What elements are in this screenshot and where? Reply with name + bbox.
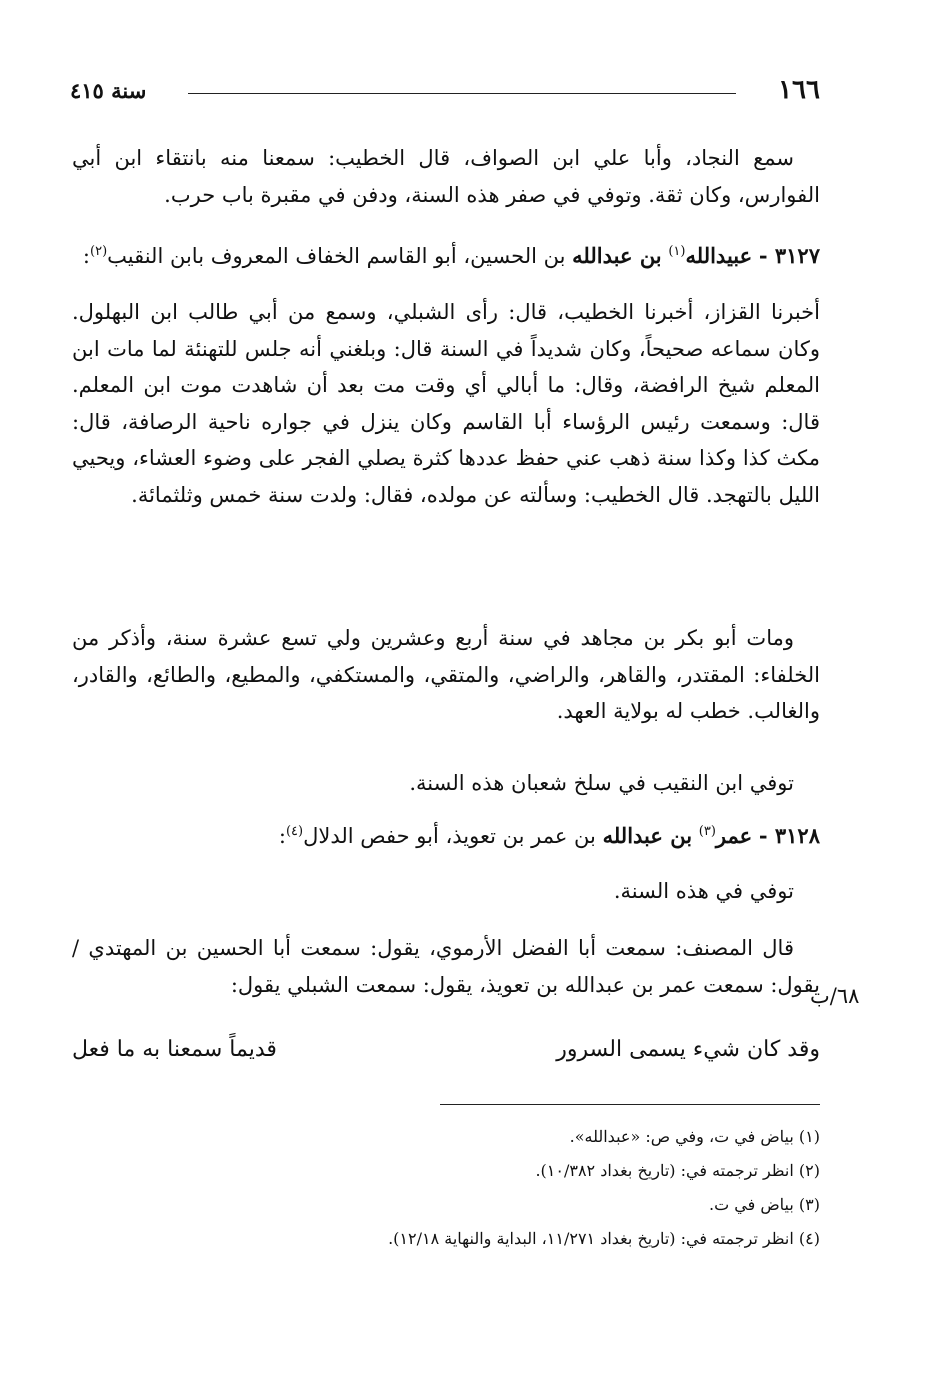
manuscript-folio-marker: ٦٨/ب: [810, 984, 860, 1008]
paragraph-4: [72, 765, 820, 802]
page-header: [70, 70, 820, 110]
entry-father-name: بن عبدالله: [602, 823, 693, 848]
footnote-ref[interactable]: (٣): [698, 824, 716, 839]
poetry-verse: [72, 1028, 820, 1072]
paragraph-text: توفي ابن النقيب في سلخ شعبان هذه السنة.: [409, 771, 794, 795]
verse-hemistich-2: قديماً سمعنا به ما فعل: [72, 1037, 277, 1062]
entry-number: ٣١٢٧ -: [758, 243, 820, 268]
entry-number: ٣١٢٨ -: [758, 823, 820, 848]
paragraph-1: [72, 140, 820, 213]
paragraph-2: [72, 294, 820, 513]
paragraph-text: ومات أبو بكر بن مجاهد في سنة أربع وعشرين ولي تسع عشرة سنة، وأذكر من الخلفاء: المقتدر، والقاهر، والراضي، والمتقي، والمستكفي، والمطيع، والطائع، والقادر، والغالب. خطب له بولاية العهد.: [72, 626, 820, 723]
footnote-4: (٤) انظر ترجمته في: (تاريخ بغداد ١١/٢٧١، البداية والنهاية ١٢/١٨).: [388, 1229, 820, 1248]
paragraph-text: سمع النجاد، وأبا علي ابن الصواف، قال الخطيب: سمعنا منه بانتقاء ابن أبي الفوارس، وكان ثقة. وتوفي في صفر هذه السنة، ودفن في مقبرة باب حرب.: [72, 146, 820, 207]
header-rule: [188, 93, 736, 94]
entry-3127-heading: ٣١٢٧ - عبيدالله$^{(١)}$ بن عبدالله بن الحسين، أبو القاسم الخفاف المعروف بابن النقيب$^{(٢)}$:: [82, 243, 820, 268]
paragraph-6: [72, 930, 820, 1003]
paragraph-text: أخبرنا القزاز، أخبرنا الخطيب، قال: رأى الشبلي، وسمع من أبي طالب ابن البهلول. وكان سماعه صحيحاً، وكان شديداً في السنة قال: وبلغني أنه جلس للتهنئة لما مات ابن المعلم شيخ الرافضة، وقال: ما أبالي أي وقت مت بعد أن شاهدت موت ابن المعلم. قال: وسمعت رئيس الرؤساء أبا القاسم وكان ينزل في جواره ناحية الرصافة، قال: مكث كذا وكذا سنة ذهب عني حفظ عددها كثرة يصلي الفجر على وضوء العشاء، ويحيي الليل بالتهجد. قال الخطيب: وسألته عن مولده، فقال: ولدت سنة خمس وثلثمائة.: [72, 300, 820, 507]
page-number: ١٦٦: [778, 75, 820, 105]
verse-hemistich-1: وقد كان شيء يسمى السرور: [556, 1037, 820, 1062]
footnote-separator: [440, 1104, 820, 1105]
footnotes: [72, 1120, 820, 1256]
paragraph-5: [72, 873, 820, 910]
entry-lineage: بن عمر بن تعويذ، أبو حفص الدلال: [303, 824, 596, 848]
footnote-ref[interactable]: (١): [668, 244, 686, 259]
running-head-year: سنة ٤١٥: [70, 78, 147, 103]
entry-3128-heading: ٣١٢٨ - عمر$^{(٣)}$ بن عبدالله بن عمر بن تعويذ، أبو حفص الدلال$^{(٤)}$:: [278, 823, 820, 848]
footnote-ref[interactable]: (٢): [90, 244, 108, 259]
footnote-ref[interactable]: (٤): [285, 824, 304, 839]
paragraph-text: توفي في هذه السنة.: [613, 879, 794, 903]
entry-name: عبيدالله: [685, 243, 753, 268]
entry-father-name: بن عبدالله: [572, 243, 662, 268]
entry-name: عمر: [715, 823, 753, 848]
paragraph-text: قال المصنف: سمعت أبا الفضل الأرموي، يقول: سمعت أبا الحسين بن المهتدي / يقول: سمعت عمر بن عبدالله بن تعويذ، يقول: سمعت الشبلي يقول:: [72, 936, 820, 997]
entry-lineage: بن الحسين، أبو القاسم الخفاف المعروف بابن النقيب: [107, 244, 566, 268]
footnote-3: (٣) بياض في ت.: [709, 1195, 820, 1214]
footnote-1: (١) بياض في ت، وفي ص: «عبدالله».: [569, 1127, 820, 1146]
paragraph-3: [72, 620, 820, 730]
footnote-2: (٢) انظر ترجمته في: (تاريخ بغداد ١٠/٣٨٢).: [535, 1161, 820, 1180]
